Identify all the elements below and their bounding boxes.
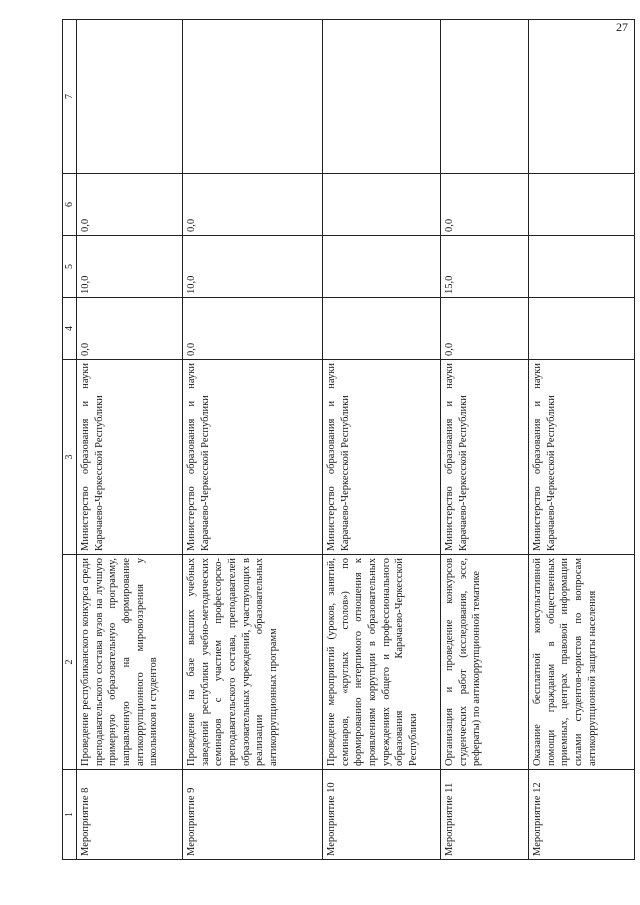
table-row (77, 20, 183, 860)
measure-name: Мероприятие 12 (529, 770, 635, 860)
col-header-6: 6 (63, 174, 77, 236)
value-col-4: 0,0 (441, 298, 529, 360)
measure-description: Оказание бесплатной консультативной помощи гражданам в общественных приемных, центрах правовой информации силами студентов-юристов по вопросам антикоррупционной защиты населения (529, 555, 635, 770)
measure-name: Мероприятие 11 (441, 770, 529, 860)
value-col-6 (323, 174, 441, 236)
value-col-7 (529, 20, 635, 174)
table-row (529, 20, 635, 860)
value-col-5: 10,0 (77, 236, 183, 298)
value-col-4: 0,0 (77, 298, 183, 360)
measure-executor: Министерство образования и науки Карачаево-Черкесской Республики (77, 360, 183, 555)
measure-description: Организация и проведение конкурсов студенческих работ (исследования, эссе, рефераты) по антикоррупционной тематике (441, 555, 529, 770)
measure-executor: Министерство образования и науки Карачаево-Черкесской Республики (441, 360, 529, 555)
col-header-4: 4 (63, 298, 77, 360)
measure-description: Проведение мероприятий (уроков, занятий, семинаров, «круглых столов») по формированию нетерпимого отношения к проявлениям коррупции в образовательных учреждениях общего и профессионального образования Карачаево-Черкесской Республики (323, 555, 441, 770)
value-col-7 (323, 20, 441, 174)
value-col-5 (323, 236, 441, 298)
value-col-6 (529, 174, 635, 236)
value-col-7 (77, 20, 183, 174)
measure-executor: Министерство образования и науки Карачаево-Черкесской Республики (183, 360, 323, 555)
measure-name: Мероприятие 9 (183, 770, 323, 860)
value-col-5: 15,0 (441, 236, 529, 298)
value-col-4 (529, 298, 635, 360)
value-col-4 (323, 298, 441, 360)
col-header-3: 3 (63, 360, 77, 555)
value-col-6: 0,0 (441, 174, 529, 236)
value-col-7 (183, 20, 323, 174)
value-col-4: 0,0 (183, 298, 323, 360)
col-header-7: 7 (63, 20, 77, 174)
measure-description: Проведение республиканского конкурса среди преподавательского состава вузов на лучшую примерную образовательную программу, направленную на формирование антикоррупционного мировоззрения у школьников и студентов (77, 555, 183, 770)
col-header-1: 1 (63, 770, 77, 860)
value-col-7 (441, 20, 529, 174)
table-row (323, 20, 441, 860)
rotated-table-container (62, 20, 634, 860)
measure-description: Проведение на базе высших учебных заведений республики учебно-методических семинаров с участием профессорско-преподавательского состава, преподавателей образовательных учреждений, участвующих в реализации образовательных антикоррупционных программ (183, 555, 323, 770)
value-col-6: 0,0 (183, 174, 323, 236)
table-row (183, 20, 323, 860)
page-number: 27 (616, 20, 628, 34)
value-col-5: 10,0 (183, 236, 323, 298)
measure-name: Мероприятие 10 (323, 770, 441, 860)
measure-executor: Министерство образования и науки Карачаево-Черкесской Республики (323, 360, 441, 555)
col-header-2: 2 (63, 555, 77, 770)
value-col-6: 0,0 (77, 174, 183, 236)
value-col-5 (529, 236, 635, 298)
column-number-row (63, 20, 77, 860)
measure-executor: Министерство образования и науки Карачаево-Черкесской Республики (529, 360, 635, 555)
col-header-5: 5 (63, 236, 77, 298)
measures-table (62, 19, 635, 860)
measure-name: Мероприятие 8 (77, 770, 183, 860)
table-row (441, 20, 529, 860)
